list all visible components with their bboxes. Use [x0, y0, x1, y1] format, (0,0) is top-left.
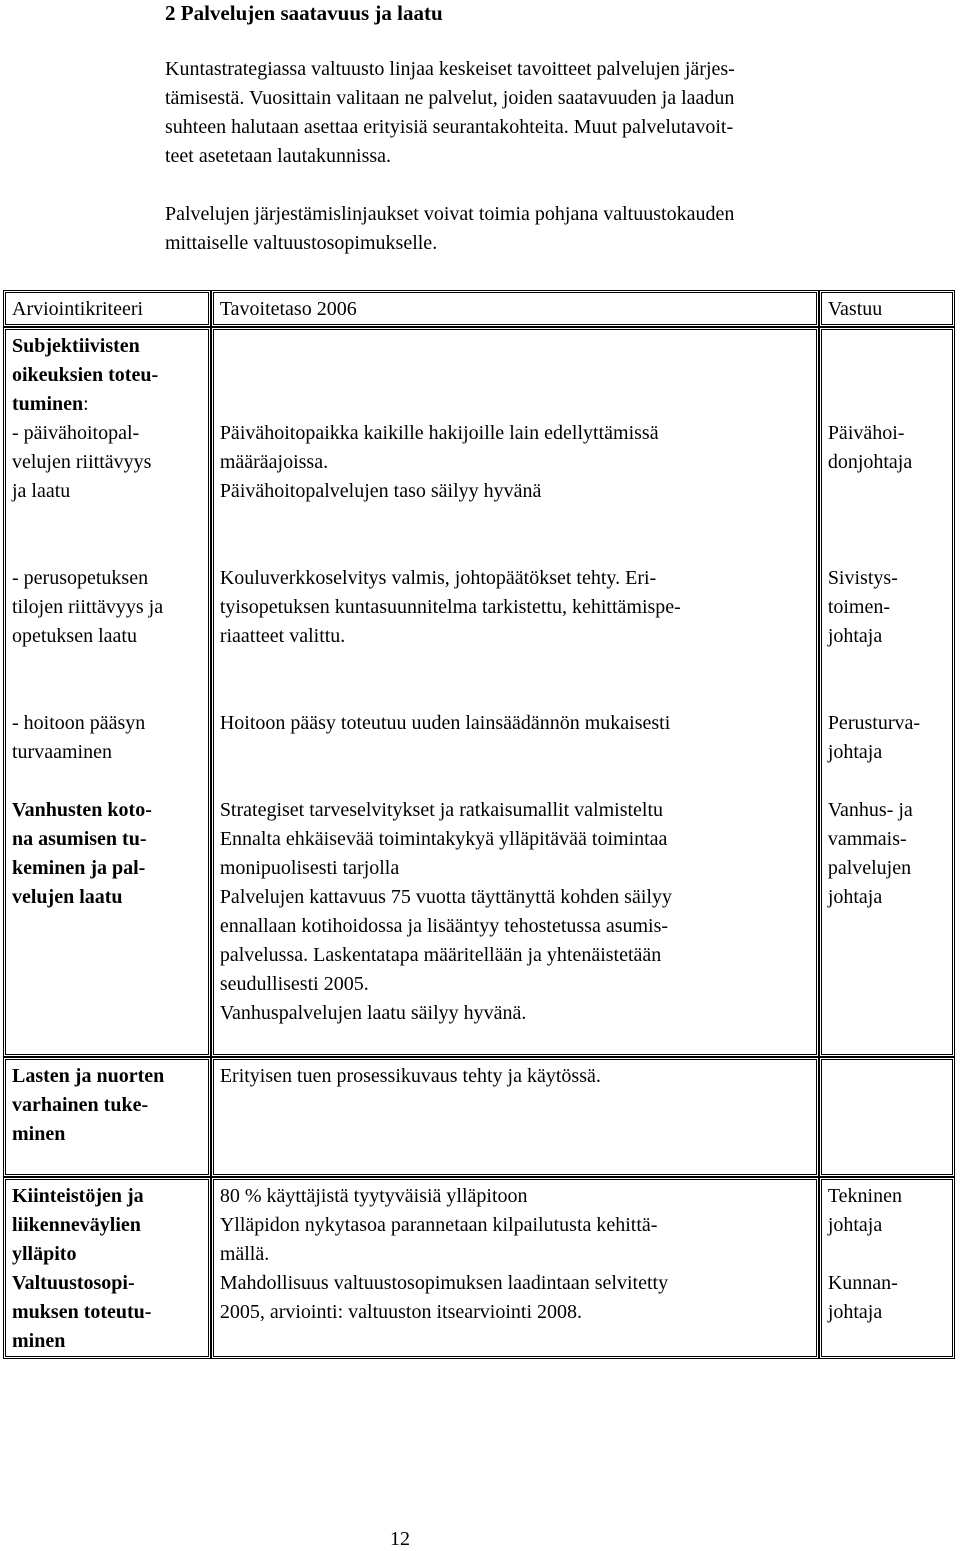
text-line: teet asetetaan lautakunnissa.	[165, 145, 392, 167]
criteria-line: Vanhusten koto-	[12, 799, 152, 821]
goal-line: tyisopetuksen kuntasuunnitelma tarkistettu, kehittämispe-	[219, 596, 681, 618]
goal-line: monipuolisesti tarjolla	[219, 857, 400, 879]
criteria-line: minen	[12, 1123, 66, 1145]
criteria-line: keminen ja pal-	[12, 857, 146, 879]
criteria-line: velujen riittävyys	[12, 451, 152, 473]
criteria-line: - päivähoitopal-	[12, 422, 140, 444]
responsibility-line: Kunnan-	[827, 1272, 898, 1294]
table-row	[3, 327, 955, 1057]
goal-line: Ennalta ehkäisevää toimintakykyä ylläpitävää toimintaa	[219, 828, 668, 850]
goal-line: Päivähoitopalvelujen taso säilyy hyvänä	[219, 480, 542, 502]
responsibility-line: johtaja	[827, 1301, 883, 1323]
goal-line: mällä.	[219, 1243, 270, 1265]
goal-line: 80 % käyttäjistä tyytyväisiä ylläpitoon	[219, 1185, 528, 1207]
responsibility-line: vammais-	[827, 828, 907, 850]
responsibility-line: Päivähoi-	[827, 422, 905, 444]
responsibility-line: johtaja	[827, 1214, 883, 1236]
criteria-line: Kiinteistöjen ja	[12, 1185, 144, 1207]
criteria-line: muksen toteutu-	[12, 1301, 152, 1323]
criteria-line: na asumisen tu-	[12, 828, 147, 850]
text-line: suhteen halutaan asettaa erityisiä seurantakohteita. Muut palvelutavoit-	[165, 116, 734, 138]
section-heading: 2 Palvelujen saatavuus ja laatu	[165, 1, 443, 25]
criteria-line: Lasten ja nuorten	[12, 1065, 165, 1087]
criteria-line: ja laatu	[12, 480, 71, 502]
intro-paragraph-2	[165, 200, 915, 258]
goal-cell	[211, 1057, 819, 1177]
criteria-line: - perusopetuksen	[12, 567, 149, 589]
criteria-line: opetuksen laatu	[12, 625, 137, 647]
goal-line: Hoitoon pääsy toteutuu uuden lainsäädännön mukaisesti	[219, 712, 671, 734]
goal-line: seudullisesti 2005.	[219, 973, 369, 995]
responsibility-line: johtaja	[827, 741, 883, 763]
goal-line: Vanhuspalvelujen laatu säilyy hyvänä.	[219, 1002, 527, 1024]
goal-cell	[211, 327, 819, 1057]
goal-line: riaatteet valittu.	[219, 625, 346, 647]
criteria-line: varhainen tuke-	[12, 1094, 149, 1116]
table-row	[3, 1177, 955, 1359]
header-responsibility: Vastuu	[819, 290, 955, 327]
responsibility-cell	[819, 327, 955, 1057]
criteria-line: ylläpito	[12, 1243, 77, 1265]
responsibility-cell	[819, 1177, 955, 1359]
criteria-colon: :	[83, 393, 89, 415]
goal-line: Päivähoitopaikka kaikille hakijoille lain edellyttämissä	[219, 422, 659, 444]
criteria-line: turvaaminen	[12, 741, 112, 763]
responsibility-line: palvelujen	[827, 857, 912, 879]
criteria-line: Valtuustosopi-	[12, 1272, 135, 1294]
goal-line: Mahdollisuus valtuustosopimuksen laadintaan selvitetty	[219, 1272, 669, 1294]
goal-line: Palvelujen kattavuus 75 vuotta täyttänyttä kohden säilyy	[219, 886, 672, 908]
responsibility-line: Sivistys-	[827, 567, 898, 589]
criteria-line: tilojen riittävyys ja	[12, 596, 164, 618]
goal-line: 2005, arviointi: valtuuston itsearviointi 2008.	[219, 1301, 582, 1323]
criteria-line: tuminen	[12, 393, 84, 415]
goal-line: palvelussa. Laskentatapa määritellään ja yhtenäistetään	[219, 944, 662, 966]
responsibility-line: johtaja	[827, 886, 883, 908]
criteria-line: minen	[12, 1330, 66, 1352]
responsibility-line: donjohtaja	[827, 451, 913, 473]
table-header-row	[3, 290, 955, 327]
goal-line: Kouluverkkoselvitys valmis, johtopäätökset tehty. Eri-	[219, 567, 657, 589]
intro-paragraph	[165, 55, 915, 171]
goal-line: ennallaan kotihoidossa ja lisääntyy tehostetussa asumis-	[219, 915, 669, 937]
criteria-line: - hoitoon pääsyn	[12, 712, 146, 734]
table-row	[3, 1057, 955, 1177]
criteria-line: oikeuksien toteu-	[12, 364, 159, 386]
responsibility-line: Vanhus- ja	[827, 799, 913, 821]
goal-line: Erityisen tuen prosessikuvaus tehty ja käytössä.	[219, 1065, 601, 1087]
responsibility-line: toimen-	[827, 596, 891, 618]
goal-line: määräajoissa.	[219, 451, 329, 473]
responsibility-line: Perusturva-	[827, 712, 921, 734]
text-line: tämisestä. Vuosittain valitaan ne palvelut, joiden saatavuuden ja laadun	[165, 87, 735, 109]
responsibility-cell	[819, 1057, 955, 1177]
criteria-line: liikenneväylien	[12, 1214, 141, 1236]
text-line: Kuntastrategiassa valtuusto linjaa keskeiset tavoitteet palvelujen järjes-	[165, 58, 735, 80]
criteria-cell	[3, 1057, 211, 1177]
text-line: Palvelujen järjestämislinjaukset voivat toimia pohjana valtuustokauden	[165, 203, 735, 225]
goal-cell	[211, 1177, 819, 1359]
criteria-line: Subjektiivisten	[12, 335, 140, 357]
text-line: mittaiselle valtuustosopimukselle.	[165, 232, 438, 254]
criteria-table	[3, 290, 955, 1359]
goal-line: Strategiset tarveselvitykset ja ratkaisumallit valmisteltu	[219, 799, 664, 821]
criteria-cell	[3, 327, 211, 1057]
criteria-line: velujen laatu	[12, 886, 123, 908]
header-criteria: Arviointikriteeri	[3, 290, 211, 327]
responsibility-line: Tekninen	[827, 1185, 902, 1207]
page-number: 12	[390, 1528, 410, 1550]
responsibility-line: johtaja	[827, 625, 883, 647]
goal-line: Ylläpidon nykytasoa parannetaan kilpailutusta kehittä-	[219, 1214, 658, 1236]
header-goal: Tavoitetaso 2006	[211, 290, 819, 327]
criteria-cell	[3, 1177, 211, 1359]
